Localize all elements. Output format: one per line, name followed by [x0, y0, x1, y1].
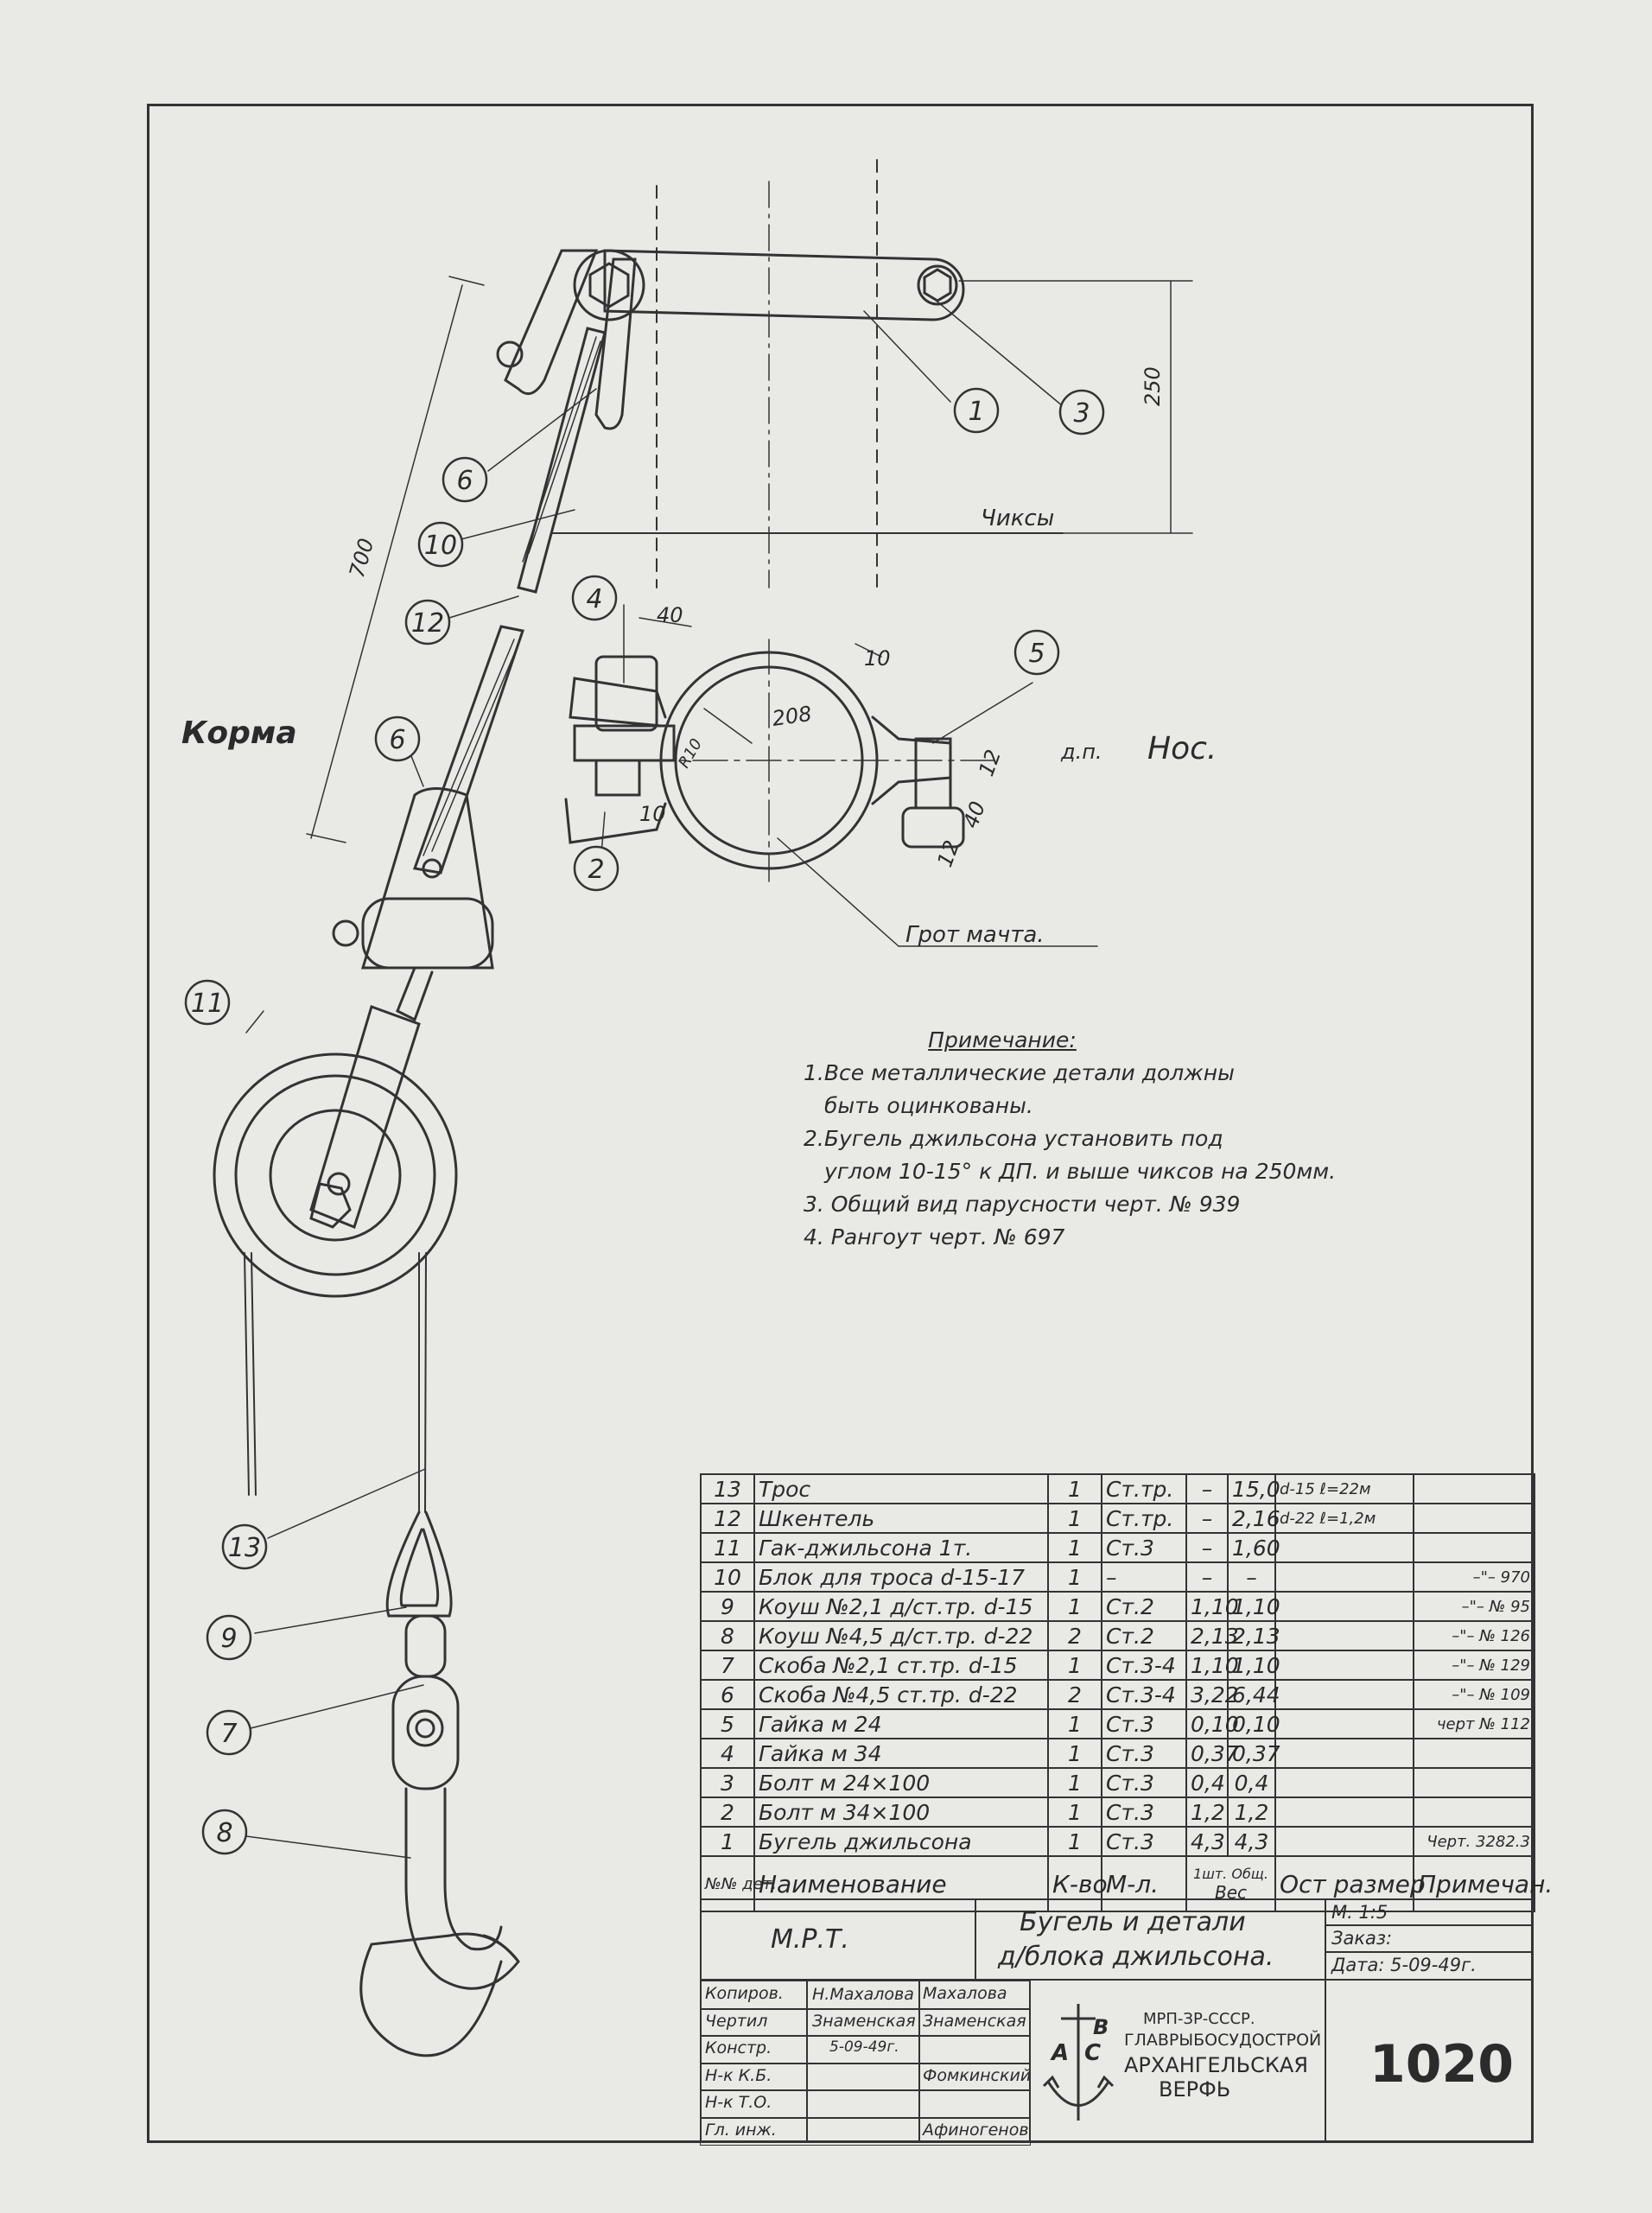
signature-date: 5-09-49г. — [829, 2038, 899, 2056]
notes-title: Примечание: — [928, 1027, 1077, 1052]
svg-text:2: 2 — [588, 855, 605, 885]
parts-cell-mat: Ст.3 — [1102, 1797, 1186, 1827]
date-cell — [1325, 1951, 1534, 1981]
parts-row — [701, 1504, 1534, 1533]
person-name: Афиногенов — [923, 2120, 1029, 2140]
parts-cell-qty: 1 — [1048, 1797, 1102, 1827]
note-line: 3. Общий вид парусности черт. № 939 — [804, 1192, 1241, 1217]
svg-text:8: 8 — [216, 1818, 233, 1848]
parts-cell-size — [1275, 1680, 1414, 1709]
parts-cell-mat: Ст.3 — [1102, 1533, 1186, 1562]
parts-cell-qty: 1 — [1048, 1562, 1102, 1592]
parts-cell-note — [1414, 1474, 1534, 1504]
parts-row — [701, 1533, 1534, 1562]
parts-row — [701, 1592, 1534, 1621]
parts-cell-mat: Ст.2 — [1102, 1592, 1186, 1621]
title-line2: д/блока джильсона. — [998, 1942, 1274, 1972]
parts-cell-w1: – — [1186, 1504, 1228, 1533]
header-weight-unit: 1шт. — [1193, 1865, 1228, 1882]
svg-text:10: 10 — [423, 531, 458, 561]
parts-cell-w1: 0,4 — [1186, 1768, 1228, 1797]
scale: М. 1:5 — [1331, 1902, 1388, 1923]
shipyard-logo — [1039, 2000, 1117, 2129]
notes-block — [804, 1024, 1408, 1254]
parts-row — [701, 1621, 1534, 1650]
parts-cell-w2: 1,10 — [1228, 1592, 1275, 1621]
role-label: Чертил — [705, 2011, 768, 2031]
yard-line1: АРХАНГЕЛЬСКАЯ — [1124, 2053, 1308, 2077]
parts-cell-size: d-22 ℓ=1,2м — [1275, 1504, 1414, 1533]
parts-cell-qty: 1 — [1048, 1739, 1102, 1768]
lower-shackle — [334, 789, 492, 1021]
parts-cell-no: 7 — [701, 1650, 754, 1680]
balloon-4 — [573, 576, 616, 620]
parts-cell-w1: 1,2 — [1186, 1797, 1228, 1827]
svg-text:6: 6 — [456, 466, 473, 496]
dim-40-right: 40 — [958, 798, 991, 832]
balloon-6-lower — [376, 717, 419, 760]
parts-row — [701, 1562, 1534, 1592]
svg-text:1: 1 — [968, 397, 985, 427]
signature-drafter: Знаменская — [812, 2012, 916, 2031]
dim-208: 208 — [770, 701, 814, 731]
parts-cell-size — [1275, 1739, 1414, 1768]
parts-cell-mat: Ст.3 — [1102, 1827, 1186, 1856]
parts-cell-note — [1414, 1768, 1534, 1797]
balloon-1 — [955, 389, 998, 432]
parts-cell-size — [1275, 1592, 1414, 1621]
parts-cell-mat: Ст.3-4 — [1102, 1680, 1186, 1709]
person-name: Махалова — [923, 1984, 1007, 2003]
note-line: 4. Рангоут черт. № 697 — [804, 1224, 1065, 1250]
parts-cell-no: 1 — [701, 1827, 754, 1856]
parts-cell-w2: 1,2 — [1228, 1797, 1275, 1827]
svg-text:11: 11 — [190, 989, 225, 1019]
parts-cell-w2: 2,16 — [1228, 1504, 1275, 1533]
label-mainmast: Грот мачта. — [905, 922, 1045, 948]
note-line: 1.Все металлические детали должны — [804, 1060, 1235, 1085]
parts-cell-no: 2 — [701, 1797, 754, 1827]
date: Дата: 5-09-49г. — [1331, 1955, 1477, 1975]
trust: ГЛАВРЫБОСУДОСТРОЙ — [1124, 2031, 1322, 2050]
header-name: Наименование — [754, 1856, 1048, 1911]
parts-cell-w2: 0,37 — [1228, 1739, 1275, 1768]
parts-cell-note: Черт. 3282.3 — [1414, 1827, 1534, 1856]
parts-cell-qty: 1 — [1048, 1592, 1102, 1621]
thimble-hook-assembly — [361, 1512, 518, 2056]
parts-row — [701, 1827, 1534, 1856]
dim-10-left: 10 — [639, 802, 666, 826]
role-label: Констр. — [705, 2038, 772, 2057]
header-qty: К-во — [1048, 1856, 1102, 1911]
parts-cell-w2: – — [1228, 1562, 1275, 1592]
balloon-9 — [207, 1616, 251, 1659]
parts-cell-name: Коуш №2,1 д/ст.тр. d-15 — [754, 1592, 1048, 1621]
parts-cell-size — [1275, 1650, 1414, 1680]
parts-cell-note: –"– № 126 — [1414, 1621, 1534, 1650]
parts-cell-note — [1414, 1739, 1534, 1768]
balloon-6-upper — [443, 458, 486, 501]
parts-cell-name: Коуш №4,5 д/ст.тр. d-22 — [754, 1621, 1048, 1650]
fall-rope — [245, 1253, 426, 1512]
parts-cell-name: Гак-джильсона 1т. — [754, 1533, 1048, 1562]
parts-cell-no: 5 — [701, 1709, 754, 1739]
parts-list-body — [701, 1474, 1534, 1856]
drawing-number: 1020 — [1369, 2034, 1514, 2095]
header-weight-label: Вес — [1214, 1881, 1248, 1903]
parts-cell-name: Скоба №4,5 ст.тр. d-22 — [754, 1680, 1048, 1709]
parts-cell-w2: 1,60 — [1228, 1533, 1275, 1562]
parts-cell-no: 9 — [701, 1592, 754, 1621]
parts-cell-no: 10 — [701, 1562, 754, 1592]
parts-cell-note: –"– 970 — [1414, 1562, 1534, 1592]
title-cell — [975, 1898, 1326, 1981]
yard-line2: ВЕРФЬ — [1159, 2077, 1231, 2102]
dim-r10: R10 — [675, 735, 707, 772]
parts-cell-note — [1414, 1504, 1534, 1533]
label-stern: Корма — [181, 715, 297, 751]
label-bow: Нос. — [1147, 731, 1217, 766]
parts-cell-note: –"– № 109 — [1414, 1680, 1534, 1709]
parts-cell-w1: – — [1186, 1533, 1228, 1562]
parts-cell-mat: Ст.3 — [1102, 1768, 1186, 1797]
parts-cell-size — [1275, 1709, 1414, 1739]
parts-cell-name: Бугель джильсона — [754, 1827, 1048, 1856]
drawing-number-cell — [1325, 1979, 1534, 2143]
parts-row — [701, 1797, 1534, 1827]
header-size: Ост размер — [1275, 1856, 1414, 1911]
parts-cell-mat: – — [1102, 1562, 1186, 1592]
parts-cell-qty: 1 — [1048, 1768, 1102, 1797]
parts-cell-name: Блок для троса d-15-17 — [754, 1562, 1048, 1592]
parts-cell-w1: – — [1186, 1562, 1228, 1592]
scale-cell — [1325, 1898, 1534, 1926]
parts-cell-note — [1414, 1797, 1534, 1827]
parts-cell-name: Трос — [754, 1474, 1048, 1504]
parts-cell-w2: 1,10 — [1228, 1650, 1275, 1680]
parts-cell-no: 13 — [701, 1474, 754, 1504]
role-label: Н-к Т.О. — [705, 2093, 772, 2112]
parts-cell-w1: 1,10 — [1186, 1592, 1228, 1621]
balloon-7 — [207, 1711, 251, 1754]
header-weight-total: Общ. — [1231, 1865, 1268, 1882]
parts-cell-name: Гайка м 24 — [754, 1709, 1048, 1739]
balloon-13 — [223, 1525, 266, 1568]
balloon-3 — [1060, 391, 1103, 434]
parts-cell-w2: 4,3 — [1228, 1827, 1275, 1856]
svg-text:9: 9 — [220, 1624, 238, 1654]
person-name: Знаменская — [923, 2011, 1026, 2031]
parts-cell-w2: 0,10 — [1228, 1709, 1275, 1739]
parts-cell-note: –"– № 95 — [1414, 1592, 1534, 1621]
dim-12-a: 12 — [974, 746, 1007, 780]
parts-cell-w2: 15,0 — [1228, 1474, 1275, 1504]
parts-cell-w2: 2,13 — [1228, 1621, 1275, 1650]
parts-cell-size — [1275, 1562, 1414, 1592]
person-name: Фомкинский — [923, 2065, 1032, 2085]
parts-cell-size — [1275, 1533, 1414, 1562]
balloon-2 — [575, 847, 618, 890]
logo-letter-s: С — [1084, 2040, 1102, 2066]
svg-text:13: 13 — [227, 1533, 262, 1563]
dim-12-b: 12 — [932, 836, 965, 871]
ministry: МРП-ЗР-СССР. — [1143, 2010, 1255, 2028]
title-line1: Бугель и детали — [1020, 1907, 1246, 1937]
parts-cell-qty: 1 — [1048, 1504, 1102, 1533]
parts-cell-no: 4 — [701, 1739, 754, 1768]
balloon-8 — [419, 523, 462, 566]
parts-cell-w1: 1,10 — [1186, 1650, 1228, 1680]
parts-cell-no: 11 — [701, 1533, 754, 1562]
parts-cell-mat: Ст.тр. — [1102, 1474, 1186, 1504]
parts-cell-mat: Ст.3 — [1102, 1739, 1186, 1768]
block-sheave — [214, 1007, 456, 1296]
parts-cell-w2: 0,4 — [1228, 1768, 1275, 1797]
parts-cell-w1: – — [1186, 1474, 1228, 1504]
header-note: Примечан. — [1414, 1856, 1534, 1911]
parts-cell-size: d-15 ℓ=22м — [1275, 1474, 1414, 1504]
logo-letter-v: В — [1093, 2015, 1109, 2039]
parts-cell-no: 8 — [701, 1621, 754, 1650]
header-material: М-л. — [1102, 1856, 1186, 1911]
parts-cell-w1: 0,10 — [1186, 1709, 1228, 1739]
title-block — [700, 1898, 1534, 2143]
parts-cell-mat: Ст.тр. — [1102, 1504, 1186, 1533]
role-label: Копиров. — [705, 1984, 784, 2003]
parts-cell-name: Шкентель — [754, 1504, 1048, 1533]
note-line: 2.Бугель джильсона установить под — [804, 1126, 1223, 1151]
parts-cell-w2: 6,44 — [1228, 1680, 1275, 1709]
parts-row — [701, 1474, 1534, 1504]
parts-cell-size — [1275, 1827, 1414, 1856]
svg-text:6: 6 — [389, 725, 406, 755]
svg-text:4: 4 — [586, 584, 603, 614]
parts-list-table — [700, 1473, 1554, 1912]
order-cell — [1325, 1924, 1534, 1953]
parts-cell-no: 12 — [701, 1504, 754, 1533]
parts-cell-name: Гайка м 34 — [754, 1739, 1048, 1768]
parts-cell-mat: Ст.3-4 — [1102, 1650, 1186, 1680]
svg-text:12: 12 — [410, 608, 445, 639]
label-centerline: д.п. — [1061, 740, 1102, 764]
parts-cell-size — [1275, 1768, 1414, 1797]
role-label: Гл. инж. — [705, 2120, 777, 2140]
org-name: М.Р.Т. — [771, 1924, 849, 1955]
dim-250: 250 — [1141, 366, 1165, 406]
parts-cell-qty: 1 — [1048, 1474, 1102, 1504]
parts-row — [701, 1709, 1534, 1739]
upper-shackle — [498, 251, 635, 429]
balloon-12 — [406, 601, 449, 644]
clamp-section-view — [566, 639, 994, 881]
parts-cell-qty: 1 — [1048, 1827, 1102, 1856]
parts-cell-note: –"– № 129 — [1414, 1650, 1534, 1680]
dim-700: 700 — [344, 535, 379, 581]
parts-cell-qty: 2 — [1048, 1680, 1102, 1709]
note-line: углом 10-15° к ДП. и выше чиксов на 250мм. — [824, 1159, 1337, 1184]
svg-text:7: 7 — [220, 1719, 238, 1749]
parts-cell-no: 6 — [701, 1680, 754, 1709]
svg-text:3: 3 — [1073, 398, 1090, 429]
parts-cell-no: 3 — [701, 1768, 754, 1797]
parts-cell-qty: 2 — [1048, 1621, 1102, 1650]
dim-10-top: 10 — [864, 646, 891, 671]
parts-cell-size — [1275, 1621, 1414, 1650]
dim-40-top: 40 — [657, 603, 683, 627]
parts-row — [701, 1739, 1534, 1768]
parts-cell-note: черт № 112 — [1414, 1709, 1534, 1739]
mast-outline — [657, 160, 877, 588]
parts-cell-mat: Ст.3 — [1102, 1709, 1186, 1739]
parts-cell-qty: 1 — [1048, 1709, 1102, 1739]
signature-copier: Н.Махалова — [812, 1985, 914, 2004]
svg-text:5: 5 — [1028, 639, 1045, 669]
parts-cell-w1: 3,22 — [1186, 1680, 1228, 1709]
logo-letter-a: А — [1052, 2040, 1070, 2066]
parts-cell-size — [1275, 1797, 1414, 1827]
parts-cell-qty: 1 — [1048, 1650, 1102, 1680]
balloon-5 — [1015, 631, 1058, 674]
label-cheeks: Чиксы — [981, 506, 1055, 531]
balloon-11 — [203, 1810, 246, 1854]
parts-row — [701, 1680, 1534, 1709]
parts-row — [701, 1768, 1534, 1797]
order: Заказ: — [1331, 1928, 1393, 1949]
parts-cell-w1: 0,37 — [1186, 1739, 1228, 1768]
header-no: №№ дет. — [701, 1856, 754, 1911]
parts-cell-name: Болт м 34×100 — [754, 1797, 1048, 1827]
balloon-10 — [186, 981, 229, 1024]
role-label: Н-к К.Б. — [705, 2065, 772, 2085]
parts-cell-mat: Ст.2 — [1102, 1621, 1186, 1650]
parts-cell-w1: 2,13 — [1186, 1621, 1228, 1650]
parts-cell-qty: 1 — [1048, 1533, 1102, 1562]
org-cell — [700, 1898, 976, 1981]
note-line: быть оцинкованы. — [824, 1093, 1033, 1118]
parts-cell-name: Болт м 24×100 — [754, 1768, 1048, 1797]
parts-cell-name: Скоба №2,1 ст.тр. d-15 — [754, 1650, 1048, 1680]
parts-row — [701, 1650, 1534, 1680]
parts-cell-note — [1414, 1533, 1534, 1562]
parts-cell-w1: 4,3 — [1186, 1827, 1228, 1856]
shipyard-cell — [1029, 1979, 1331, 2143]
